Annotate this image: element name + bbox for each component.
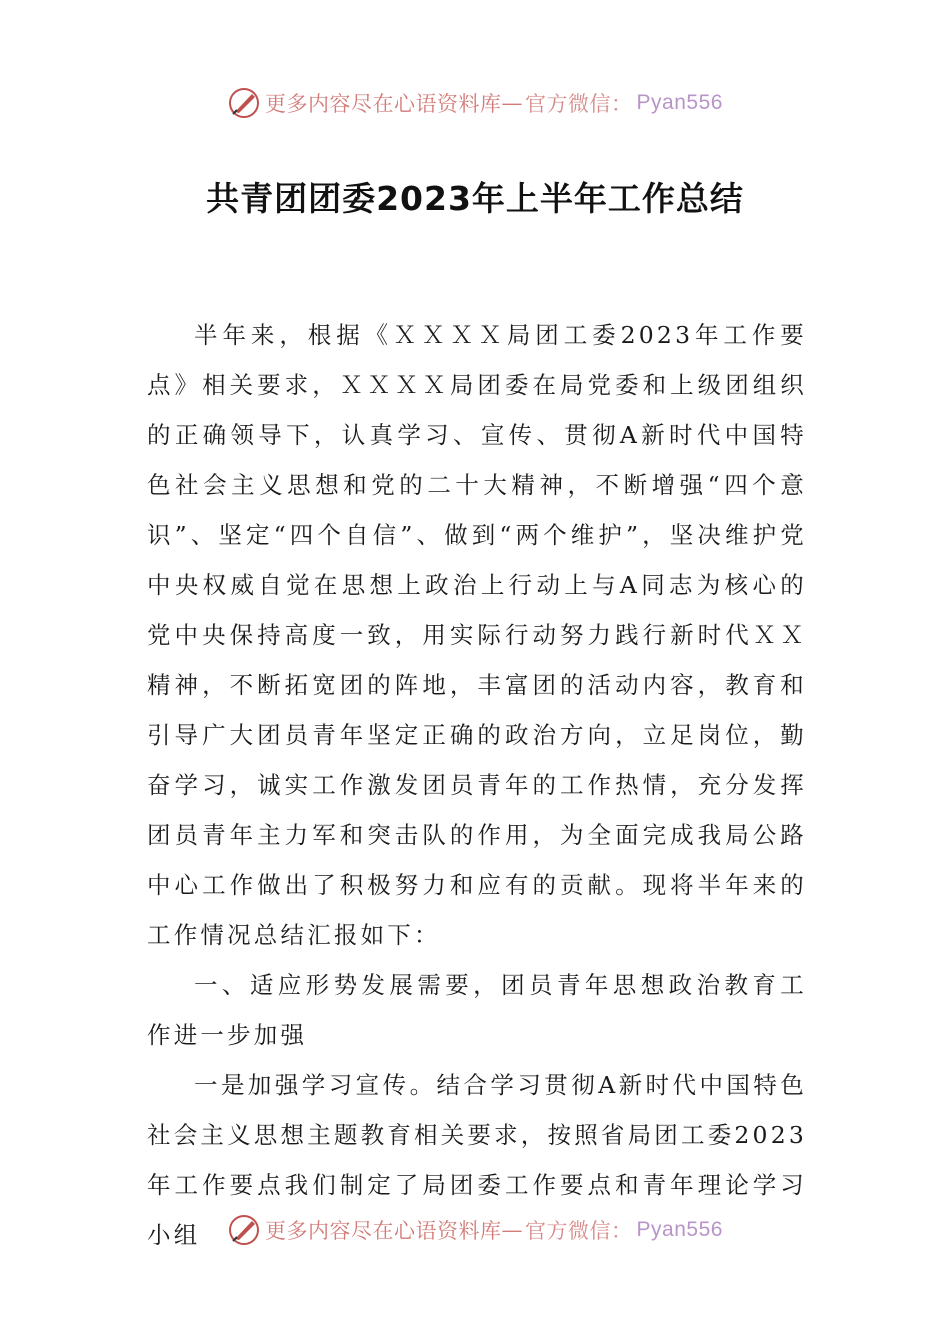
watermark-wechat-label: 官方微信：: [525, 92, 633, 116]
watermark-wechat-label: 官方微信：: [525, 1219, 633, 1243]
paragraph-intro: 半年来，根据《ＸＸＸＸ局团工委2023年工作要点》相关要求，ＸＸＸＸ局团委在局党委和上级团组织的正确领导下，认真学习、宣传、贯彻A新时代中国特色社会主义思想和党的二十大精神，不断增强“四个意识”、坚定“四个自信”、做到“两个维护”，坚决维护党中央权威自觉在思想上政治上行动上与A同志为核心的党中央保持高度一致，用实际行动努力践行新时代ＸＸ精神，不断拓宽团的阵地，丰富团的活动内容，教育和引导广大团员青年坚定正确的政治方向，立足岗位，勤奋学习，诚实工作激发团员青年的工作热情，充分发挥团员青年主力军和突击队的作用，为全面完成我局公路中心工作做出了积极努力和应有的贡献。现将半年来的工作情况总结汇报如下：: [147, 321, 807, 949]
paragraph-study: 一是加强学习宣传。结合学习贯彻A新时代中国特色社会主义思想主题教育相关要求，按照省局团工委2023年工作要点我们制定了局团委工作要点和青年理论学习小组: [147, 1071, 808, 1249]
watermark-wechat-id: Pyan556: [636, 91, 723, 114]
document-title: 共青团团委2023年上半年工作总结: [206, 179, 744, 218]
watermark-dash: —: [501, 91, 524, 115]
footer-watermark: [0, 1213, 950, 1247]
watermark-site-text: 更多内容尽在心语资料库: [265, 1219, 502, 1243]
watermark-dash: —: [501, 1218, 524, 1242]
quill-logo-icon: [227, 1213, 261, 1247]
watermark-site-text: 更多内容尽在心语资料库: [265, 92, 502, 116]
watermark-wechat-id: Pyan556: [636, 1218, 723, 1241]
header-watermark: [0, 86, 950, 120]
quill-logo-icon: [227, 86, 261, 120]
document-body: [147, 310, 807, 1260]
section-heading-1: 一、适应形势发展需要，团员青年思想政治教育工作进一步加强: [147, 971, 807, 1049]
